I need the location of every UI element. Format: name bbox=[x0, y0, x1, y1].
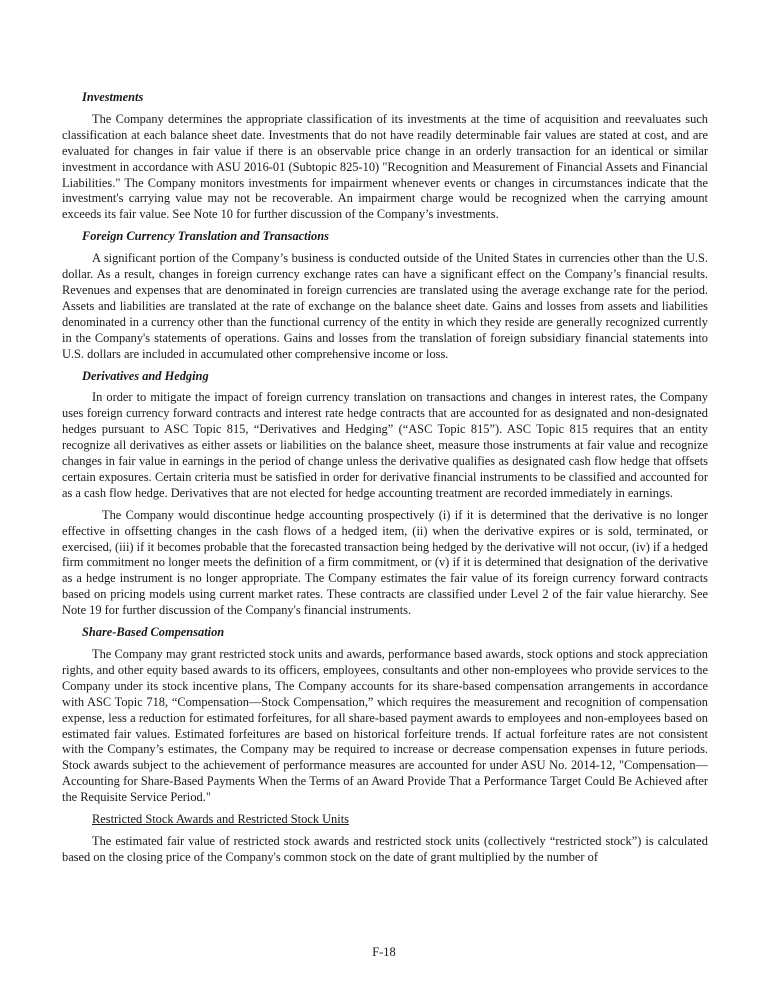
section-heading-derivatives: Derivatives and Hedging bbox=[82, 368, 209, 383]
subheading-restricted-stock: Restricted Stock Awards and Restricted Stock Units bbox=[92, 812, 349, 827]
paragraph-restricted-stock: The estimated fair value of restricted stock awards and restricted stock units (collectively “restricted stock”) is calculated based on the closing price of the Company's common stock on the date of grant multiplied by the number of bbox=[62, 833, 708, 864]
section-heading-foreign-currency: Foreign Currency Translation and Transactions bbox=[82, 229, 329, 244]
page-number: F-18 bbox=[372, 945, 396, 959]
paragraph-share-based-compensation: The Company may grant restricted stock units and awards, performance based awards, stock options and stock appreciation rights, and other equity based awards to its officers, employees, consultants and other non-employees who provide services to the Company under its stock incentive plans, The Company accounts for its share-based compensation arrangements in accordance with ASC Topic 718, “Compensation—Stock Compensation,” which requires the measurement and recognition of compensation expense, less a reduction for estimated forfeitures, for all share-based payment awards to employees and non-employees based on estimated fair values. Estimated forfeitures are based on historical forfeiture trends. If actual forfeiture rates are not consistent with the Company’s estimates, the Company may be required to increase or decrease compensation expenses in future periods. Stock awards subject to the achievement of performance measures are accounted for under ASU No. 2014-12, "Compensation—Accounting for Share-Based Payments When the Terms of an Award Provide That a Performance Target Could Be Achieved after the Requisite Service Period." bbox=[62, 647, 708, 805]
paragraph-investments: The Company determines the appropriate classification of its investments at the time of acquisition and reevaluates such classification at each balance sheet date. Investments that do not have readily determinable fair values are stated at cost, and are evaluated for changes in fair value if there is an observable price change in an orderly transaction for an identical or similar investment in accordance with ASU 2016-01 (Subtopic 825-10) "Recognition and Measurement of Financial Assets and Financial Liabilities." The Company monitors investments for impairment whenever events or changes in circumstances indicate that the investment's carrying value may not be recoverable. An impairment charge would be recognized when the carrying amount exceeds its fair value. See Note 10 for further discussion of the Company’s investments. bbox=[62, 111, 708, 222]
paragraph-derivatives-1: In order to mitigate the impact of foreign currency translation on transactions and changes in interest rates, the Company uses foreign currency forward contracts and interest rate hedge contracts that are accounted for as designated and non-designated hedges pursuant to ASC Topic 815, “Derivatives and Hedging” (“ASC Topic 815”). ASC Topic 815 requires that an entity recognize all derivatives as either assets or liabilities on the balance sheet, measure those instruments at fair value and recognize changes in fair value in earnings in the period of change unless the derivative qualifies as designated cash flow hedge that offsets certain exposures. Certain criteria must be satisfied in order for derivative financial instruments to be classified and accounted for as a cash flow hedge. Derivatives that are not elected for hedge accounting treatment are recorded immediately in earnings. bbox=[62, 390, 708, 500]
section-heading-share-based-compensation: Share-Based Compensation bbox=[82, 625, 225, 640]
paragraph-foreign-currency: A significant portion of the Company’s business is conducted outside of the United States in currencies other than the U.S. dollar. As a result, changes in foreign currency exchange rates can have a significant effect on the Company’s financial results. Revenues and expenses that are denominated in foreign currencies are translated using the average exchange rate for the period. Assets and liabilities are translated at the rate of exchange on the balance sheet date. Gains and losses from assets and liabilities denominated in a currency other than the functional currency of the entity in which they reside are generally recognized currently in the Company's statements of operations. Gains and losses from the translation of foreign subsidiary financial statements into U.S. dollars are included in accumulated other comprehensive income or loss. bbox=[62, 251, 708, 361]
section-heading-investments: Investments bbox=[82, 90, 144, 104]
document-page bbox=[62, 90, 708, 872]
paragraph-derivatives-2: The Company would discontinue hedge accounting prospectively (i) if it is determined that the derivative is no longer effective in offsetting changes in the cash flows of a hedged item, (ii) when the derivative expires or is sold, terminated, or exercised, (iii) if it becomes probable that the forecasted transaction being hedged by the derivative will not occur, (iv) if a hedged firm commitment no longer meets the definition of a firm commitment, or (v) if it is determined that designation of the derivative as a hedge instrument is no longer appropriate. The Company estimates the fair value of its foreign currency forward contracts based on pricing models using current market rates. These contracts are classified under Level 2 of the fair value hierarchy. See Note 19 for further discussion of the Company's financial instruments. bbox=[62, 507, 708, 618]
